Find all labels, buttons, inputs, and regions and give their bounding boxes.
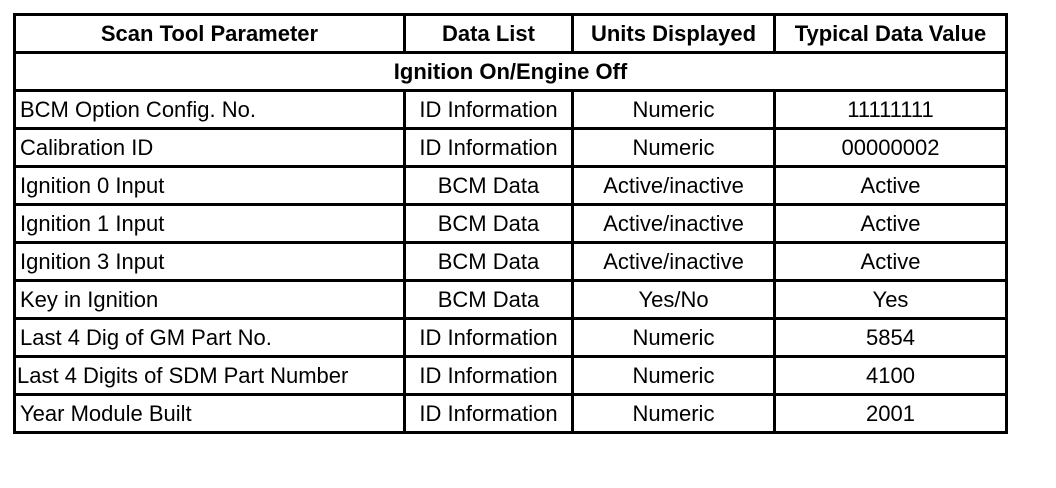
cell-units: Numeric (573, 357, 775, 395)
table-row (15, 357, 1007, 395)
cell-parameter: Key in Ignition (15, 281, 405, 319)
cell-typical-value: 5854 (775, 319, 1007, 357)
cell-parameter: BCM Option Config. No. (15, 91, 405, 129)
cell-typical-value: 00000002 (775, 129, 1007, 167)
cell-data-list: BCM Data (405, 167, 573, 205)
table-row (15, 167, 1007, 205)
header-row (15, 15, 1007, 53)
cell-data-list: BCM Data (405, 281, 573, 319)
cell-units: Numeric (573, 91, 775, 129)
cell-typical-value: 4100 (775, 357, 1007, 395)
header-scan-tool-parameter: Scan Tool Parameter (15, 15, 405, 53)
cell-data-list: BCM Data (405, 205, 573, 243)
section-title: Ignition On/Engine Off (15, 53, 1007, 91)
cell-typical-value: 11111111 (775, 91, 1007, 129)
cell-parameter: Last 4 Dig of GM Part No. (15, 319, 405, 357)
cell-typical-value: Yes (775, 281, 1007, 319)
cell-data-list: ID Information (405, 129, 573, 167)
cell-data-list: ID Information (405, 91, 573, 129)
header-data-list: Data List (405, 15, 573, 53)
cell-typical-value: Active (775, 243, 1007, 281)
table-row (15, 129, 1007, 167)
table-row (15, 243, 1007, 281)
cell-parameter: Ignition 0 Input (15, 167, 405, 205)
cell-units: Numeric (573, 319, 775, 357)
cell-data-list: BCM Data (405, 243, 573, 281)
cell-typical-value: Active (775, 167, 1007, 205)
cell-units: Yes/No (573, 281, 775, 319)
cell-units: Active/inactive (573, 167, 775, 205)
table-row (15, 395, 1007, 433)
cell-data-list: ID Information (405, 357, 573, 395)
table-row (15, 319, 1007, 357)
cell-units: Numeric (573, 129, 775, 167)
cell-data-list: ID Information (405, 319, 573, 357)
cell-parameter: Year Module Built (15, 395, 405, 433)
cell-parameter: Ignition 1 Input (15, 205, 405, 243)
cell-parameter: Ignition 3 Input (15, 243, 405, 281)
cell-units: Numeric (573, 395, 775, 433)
header-typical-data-value: Typical Data Value (775, 15, 1007, 53)
table-row (15, 205, 1007, 243)
table-row (15, 281, 1007, 319)
table-row (15, 91, 1007, 129)
cell-typical-value: 2001 (775, 395, 1007, 433)
cell-units: Active/inactive (573, 243, 775, 281)
scan-tool-data-table (13, 13, 1008, 434)
section-row (15, 53, 1007, 91)
header-units-displayed: Units Displayed (573, 15, 775, 53)
cell-data-list: ID Information (405, 395, 573, 433)
cell-parameter: Last 4 Digits of SDM Part Number (15, 357, 405, 395)
cell-units: Active/inactive (573, 205, 775, 243)
cell-typical-value: Active (775, 205, 1007, 243)
cell-parameter: Calibration ID (15, 129, 405, 167)
